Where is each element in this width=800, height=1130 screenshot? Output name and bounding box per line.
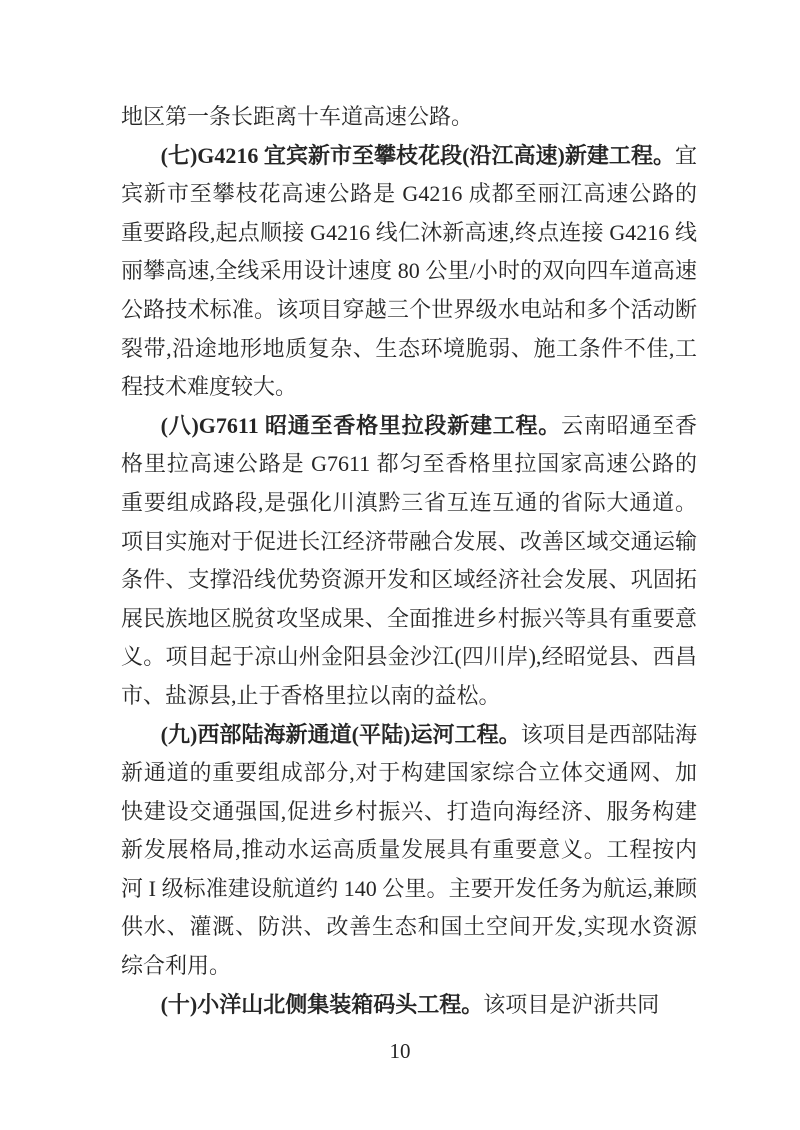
paragraph-body-text: 宜宾新市至攀枝花高速公路是 G4216 成都至丽江高速公路的重要路段,起点顺接 G4216 线仁沐新高速,终点连接 G4216 线丽攀高速,全线采用设计速度 80 公里/小时的双向四车道高速公路技术标准。该项目穿越三个世界级水电站和多个活动断裂带,沿途地形地质复杂、生态环境脆弱、施工条件不佳,工程技术难度较大。 xyxy=(121,142,697,400)
paragraph xyxy=(121,716,697,986)
paragraph-heading-text: (七)G4216 宜宾新市至攀枝花段(沿江高速)新建工程。 xyxy=(160,142,675,168)
paragraph-heading-text: (十)小洋山北侧集装箱码头工程。 xyxy=(160,991,484,1017)
document-body xyxy=(121,98,697,1024)
paragraph-heading-text: (八)G7611 昭通至香格里拉段新建工程。 xyxy=(160,412,562,438)
paragraph-body-text: 该项目是沪浙共同 xyxy=(483,991,660,1017)
page-number: 10 xyxy=(389,1039,411,1063)
paragraph-body-text: 云南昭通至香格里拉高速公路是 G7611 都匀至香格里拉国家高速公路的重要组成路段,是强化川滇黔三省互连互通的省际大通道。项目实施对于促进长江经济带融合发展、改善区域交通运输条件、支撑沿线优势资源开发和区域经济社会发展、巩固拓展民族地区脱贫攻坚成果、全面推进乡村振兴等具有重要意义。项目起于凉山州金阳县金沙江(四川岸),经昭觉县、西昌市、盐源县,止于香格里拉以南的益松。 xyxy=(121,412,697,708)
paragraph-body-text: 该项目是西部陆海新通道的重要组成部分,对于构建国家综合立体交通网、加快建设交通强国,促进乡村振兴、打造向海经济、服务构建新发展格局,推动水运高质量发展具有重要意义。工程按内河 I 级标准建设航道约 140 公里。主要开发任务为航运,兼顾供水、灌溉、防洪、改善生态和国土空间开发,实现水资源综合利用。 xyxy=(121,721,697,979)
paragraph-body-text: 地区第一条长距离十车道高速公路。 xyxy=(121,104,474,129)
paragraph xyxy=(121,137,697,407)
paragraph-heading-text: (九)西部陆海新通道(平陆)运河工程。 xyxy=(160,721,521,747)
paragraph xyxy=(121,98,697,137)
paragraph xyxy=(121,407,697,716)
paragraph xyxy=(121,986,697,1025)
